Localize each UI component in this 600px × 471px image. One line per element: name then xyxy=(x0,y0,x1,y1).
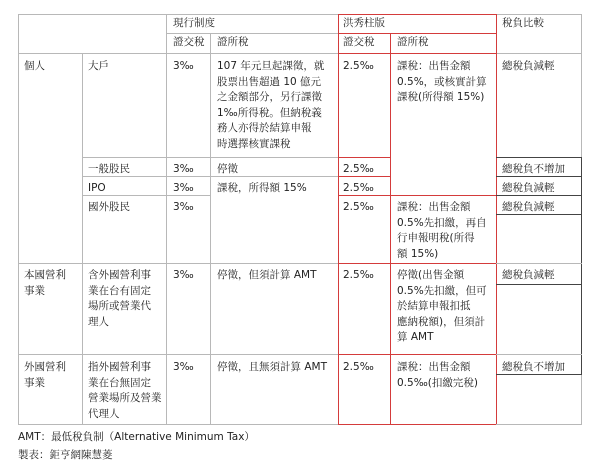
hung-top-border xyxy=(338,14,496,15)
dahu-tax-comparison: 總稅負減輕 xyxy=(502,60,555,72)
col-border-left xyxy=(18,14,19,425)
hung-col-mid-border xyxy=(390,33,391,425)
hung-divider-ipo xyxy=(338,195,496,196)
foreign-hung-sec-tax: 2.5‰ xyxy=(343,201,374,213)
row-label-general: 一般股民 xyxy=(88,163,130,175)
hung-header-bottom xyxy=(338,53,496,54)
row-divider-domestic xyxy=(18,354,338,355)
dahu-hung-sec-tax: 2.5‰ xyxy=(343,60,374,72)
foreign-current-sec-tax: 3‰ xyxy=(173,201,194,213)
ipo-tax-comparison: 總稅負減輕 xyxy=(502,182,555,194)
foreignbiz-current-sec-tax: 3‰ xyxy=(173,361,194,373)
hung-col-left-border xyxy=(338,14,339,425)
group-label-domestic-business: 本國營利 事業 xyxy=(24,269,66,297)
compare-divider-general xyxy=(496,176,582,177)
hung-header-divider xyxy=(338,33,496,34)
foreignbiz-tax-comparison: 總稅負不增加 xyxy=(502,361,565,373)
hung-divider-general xyxy=(338,176,390,177)
header-current-system: 現行制度 xyxy=(173,17,215,29)
group-label-individual: 個人 xyxy=(24,60,45,72)
ipo-hung-sec-tax: 2.5‰ xyxy=(343,182,374,194)
header-current-income-tax: 證所稅 xyxy=(217,36,249,48)
compare-grid-bottom xyxy=(496,424,582,425)
row-divider-dahu-label xyxy=(82,157,166,158)
compare-divider-foreign xyxy=(496,214,582,215)
dahu-current-sec-tax: 3‰ xyxy=(173,60,194,72)
ipo-current-income-tax: 課稅，所得額 15% xyxy=(217,182,307,194)
compare-grid-domestic xyxy=(496,354,582,355)
domestic-hung-sec-tax: 2.5‰ xyxy=(343,269,374,281)
compare-grid-individual xyxy=(496,263,582,264)
row-divider-ipo-label xyxy=(82,195,166,196)
col-border-type xyxy=(166,14,167,425)
footnote-amt: AMT：最低稅負制（Alternative Minimum Tax） xyxy=(18,431,255,443)
foreignbiz-hung-sec-tax: 2.5‰ xyxy=(343,361,374,373)
table-top-border xyxy=(18,14,582,15)
compare-divider-foreignbiz xyxy=(496,374,582,375)
header-bottom-border xyxy=(18,53,582,54)
table-bottom-border xyxy=(18,424,338,425)
row-label-foreign-business: 指外國營利事 業在台無固定 營業場所及營業 代理人 xyxy=(88,361,162,420)
general-tax-comparison: 總稅負不增加 xyxy=(502,163,565,175)
domestic-current-income-tax: 停徵，但須計算 AMT xyxy=(217,269,317,281)
footnote-source: 製表：鉅亨網陳慧菱 xyxy=(18,449,113,461)
row-label-dahu: 大戶 xyxy=(88,60,109,72)
row-divider-dahu xyxy=(166,157,338,158)
header-hung-income-tax: 證所稅 xyxy=(397,36,429,48)
row-divider-ipo xyxy=(166,195,210,196)
hung-divider-dahu xyxy=(338,157,390,158)
compare-divider-ipo xyxy=(496,195,582,196)
row-label-ipo: IPO xyxy=(88,182,106,194)
compare-divider-domestic xyxy=(496,284,582,285)
compare-right-dark-border xyxy=(581,157,582,375)
foreign-tax-comparison: 總稅負減輕 xyxy=(502,201,555,213)
row-divider-general xyxy=(166,176,338,177)
foreignbiz-current-income-tax: 停徵，且無須計算 AMT xyxy=(217,361,327,373)
domestic-current-sec-tax: 3‰ xyxy=(173,269,194,281)
row-label-domestic-business: 含外國營利事 業在台有固定 場所或營業代 理人 xyxy=(88,269,151,328)
col-border-cur-sec xyxy=(210,33,211,425)
header-hung-sec-tax: 證交稅 xyxy=(343,36,375,48)
ipo-current-sec-tax: 3‰ xyxy=(173,182,194,194)
general-current-income-tax: 停徵 xyxy=(217,163,238,175)
group-label-foreign-business: 外國營利 事業 xyxy=(24,361,66,389)
general-hung-sec-tax: 2.5‰ xyxy=(343,163,374,175)
domestic-hung-income-tax: 停徵(出售金額 0.5%先扣繳，但可 於結算申報扣抵 應納稅額)，但須計 算 AMT xyxy=(397,269,487,343)
header-hung-version: 洪秀柱版 xyxy=(343,17,385,29)
general-current-sec-tax: 3‰ xyxy=(173,163,194,175)
header-tax-comparison: 稅負比較 xyxy=(502,17,544,29)
header-current-sec-tax: 證交稅 xyxy=(173,36,205,48)
col-border-group xyxy=(82,53,83,425)
row-label-foreign-investor: 國外股民 xyxy=(88,201,130,213)
dahu-current-income-tax: 107 年元旦起課徵，就 股票出售超過 10 億元 之金額部分，另行課徵 1‰所得稅。但納稅義 務人亦得於結算申報 時選擇核實課稅 xyxy=(217,60,325,150)
hung-divider-individual xyxy=(338,263,496,264)
row-divider-individual xyxy=(18,263,338,264)
dahu-hung-income-tax: 課稅：出售金額 0.5%，或核實計算 課稅(所得額 15%) xyxy=(397,60,487,103)
foreignbiz-hung-income-tax: 課稅：出售金額 0.5‰(扣繳完稅) xyxy=(397,361,478,389)
row-divider-general-label xyxy=(82,176,166,177)
compare-divider-dahu xyxy=(496,157,582,158)
foreign-hung-income-tax: 課稅：出售金額 0.5%先扣繳，再自 行申報明稅(所得 額 15%) xyxy=(397,201,487,260)
hung-divider-domestic xyxy=(338,354,496,355)
domestic-tax-comparison: 總稅負減輕 xyxy=(502,269,555,281)
hung-col-right-border xyxy=(496,14,497,425)
hung-bottom-border xyxy=(338,424,496,425)
header-divider xyxy=(166,33,338,34)
